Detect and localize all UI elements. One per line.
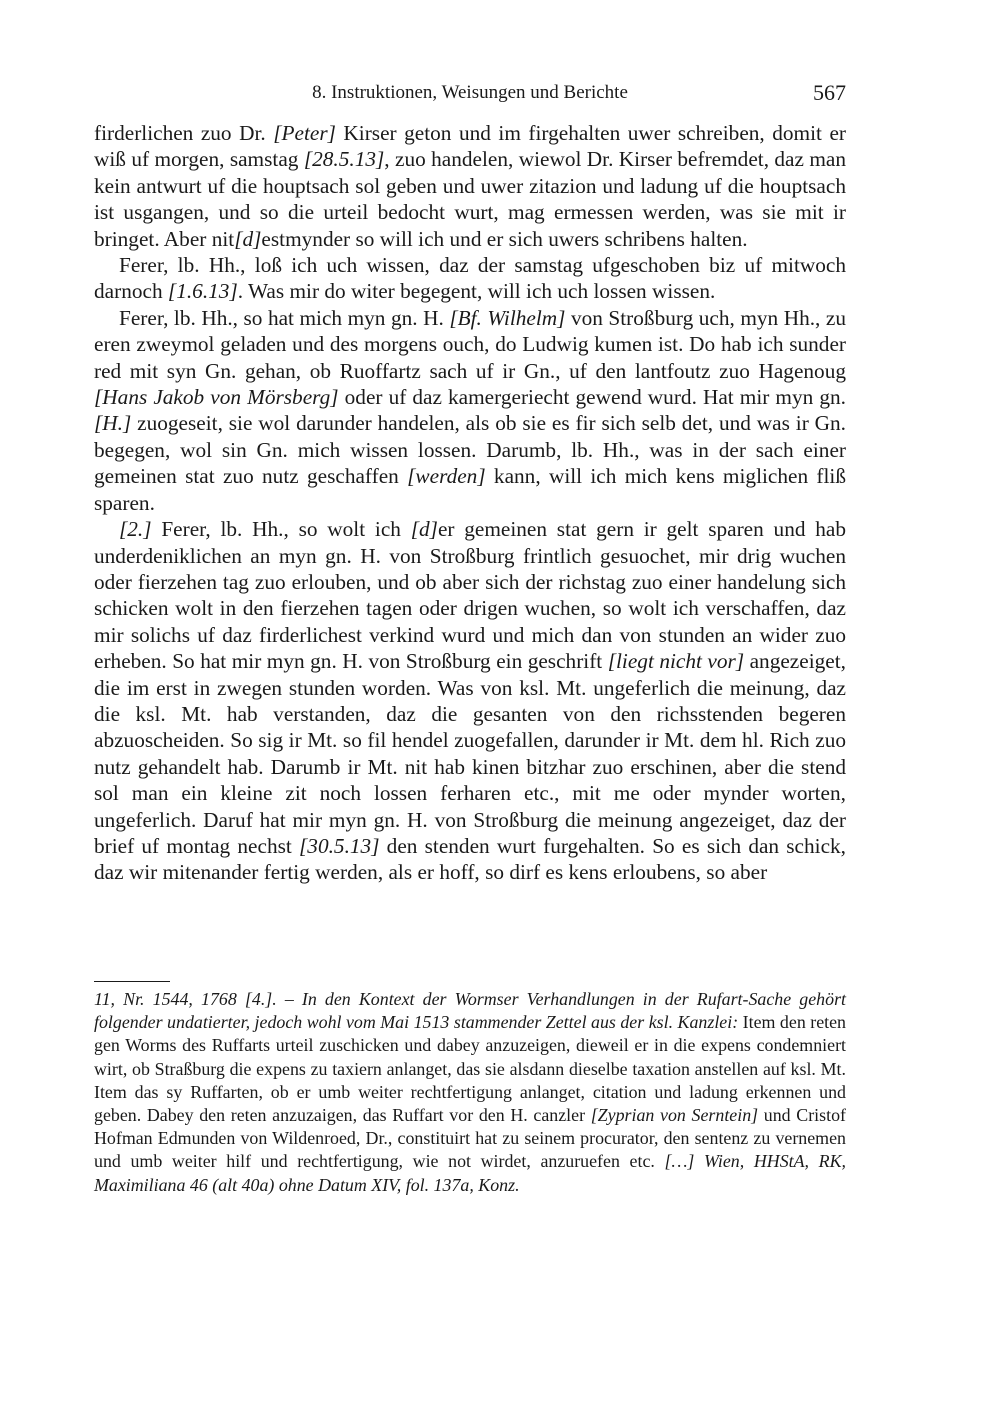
editorial-note: [1.6.13] — [167, 279, 238, 304]
text-run: estmynder so will ich und er sich uwers schribens halten. — [261, 226, 748, 251]
footnote-rule — [94, 981, 170, 982]
running-head — [94, 80, 846, 108]
editorial-note: 11, Nr. 1544, 1768 [4.]. – In den Kontext der Wormser Verhandlungen in der Rufart-Sache gehört folgender undatierter, jedoch wohl vom Mai 1513 stammender Zettel aus der ksl. Kanzlei: — [94, 989, 846, 1033]
text-run: Ferer, lb. Hh., so wolt ich — [151, 517, 411, 542]
editorial-note: […] Wien, HHStA, RK, Maximiliana 46 (alt 40a) ohne Datum XIV, fol. 137a, Konz. — [94, 1151, 846, 1195]
text-run: Kirser geton und im firgehalten uwer schreiben, domit er wiß uf morgen, samstag — [94, 121, 846, 172]
main-text — [94, 120, 846, 886]
paragraph — [94, 516, 846, 886]
text-run: oder uf daz kamergeriecht gewend wurd. Hat mir myn gn. — [338, 385, 846, 410]
text-run: firderlichen zuo Dr. — [94, 121, 274, 145]
text-run: . Was mir do witer begegent, will ich uch lossen wissen. — [237, 279, 716, 304]
page-number: 567 — [813, 80, 846, 105]
text-run: Item den reten gen Worms des Ruffarts urteil zuschicken und dabey anzuzeigen, dieweil er in die expens condemniert wirt, ob Straßburg die expens zu taxiern anlanget, das sie alsdann dieselbe taxation anstellen auf ksl. Mt. Item das sy Ruffarten, ob er umb weiter rechtfertigung anlanget, citation und ladung erkennen und geben. Dabey den reten anzuzaigen, das Ruffart vor den H. canzler — [94, 1012, 847, 1126]
text-run: kann, will ich mich kens miglichen fliß sparen. — [94, 464, 846, 515]
text-run: und Cristof Hofman Edmunden von Wildenroed, Dr., constituirt hat zu seinem procurator, den sentenz zu vernemen und umb weiter hilf und rechtfertigung, wie not wirdet, anzuruefen etc. — [94, 1105, 846, 1172]
editorial-note: [H.] — [94, 411, 132, 436]
editorial-note: [Bf. Wilhelm] — [449, 305, 566, 330]
text-run: angezeiget, die im erst in zwegen stunden worden. Was von ksl. Mt. ungeferlich die meinung, daz die ksl. Mt. hab verstanden, daz die gesanten von den richsstenden begeren abzuoscheiden. So sig ir Mt. so fil hendel zuogefallen, darunder ir Mt. dem hl. Rich zuo nutz gehandelt hab. Darumb ir Mt. nit hab kinen bitzhar zuo erschinen, aber die stend sol man ein kleine zit noch lossen ferharen etc., mit me oder mynder worten, ungeferlich. Daruf hat mir myn gn. H. von Stroßburg die meinung angezeiget, daz der brief uf montag nechst — [94, 649, 846, 858]
text-run: Ferer, lb. Hh., so hat mich myn gn. H. — [119, 305, 450, 330]
running-title: 8. Instruktionen, Weisungen und Berichte — [312, 82, 628, 103]
footnote — [94, 988, 846, 1197]
text-run: Ferer, lb. Hh., loß ich uch wissen, daz der samstag ufgeschoben biz uf mitwoch darnoch — [94, 253, 846, 304]
paragraph — [94, 305, 846, 516]
editorial-note: [30.5.13] — [299, 833, 380, 858]
text-run: er gemeinen stat gern ir gelt sparen und hab underdeniklichen an myn gn. H. von Stroßburg frintlich gesuochet, mir drig wuchen oder fierzehen tag zuo erlouben, und ob aber sich der richstag zuo einer handelung sich schicken wolt in den fierzehen tagen oder drigen wuchen, so wolt ich verschaffen, daz mir solichs uf daz firderlichest verkind wurd und mich dan von stunden an wider zuo erheben. So hat mir myn gn. H. von Stroßburg ein geschrift — [94, 517, 847, 674]
editorial-note: [28.5.13] — [303, 147, 385, 172]
editorial-note: [werden] — [407, 464, 486, 489]
editorial-note: [2.] — [119, 517, 152, 542]
editorial-note: [Hans Jakob von Mörsberg] — [94, 385, 339, 410]
editorial-note: [Peter] — [273, 121, 336, 145]
text-run: den stenden wurt furgehalten. So es sich dan schick, daz wir mitenander fertig werden, als er hoff, so dirf es kens erloubens, so aber — [94, 833, 846, 885]
paragraph — [94, 252, 846, 305]
paragraph — [94, 120, 846, 252]
text-run: zuogeseit, sie wol darunder handelen, als ob sie es fir sich selb det, und was ir Gn. begegen, wol sin Gn. mich wissen lossen. Darumb, lb. Hh., was in der sach einer gemeinen stat zuo nutz geschaffen — [94, 411, 846, 489]
text-run: , zuo handelen, wiewol Dr. Kirser befremdet, daz man kein antwurt uf die houptsach sol geben und uwer zitazion und ladung uf die houptsach ist usgangen, und so die urteil bedocht wurt, mag ermessen werden, was sie mit ir bringet. Aber nit — [94, 147, 847, 251]
editorial-note: [d] — [410, 517, 438, 542]
editorial-note: [d] — [234, 226, 262, 251]
editorial-note: [Zyprian von Serntein] — [590, 1105, 759, 1126]
text-run: von Stroßburg uch, myn Hh., zu eren zweymol geladen und des morgens ouch, do Ludwig kumen ist. Do hab ich sunder red mit syn Gn. gehan, ob Ruoffartz sach uf ir Gn., uf den lantfoutz zuo Hagenoug — [94, 305, 846, 383]
editorial-note: [liegt nicht vor] — [607, 649, 745, 674]
